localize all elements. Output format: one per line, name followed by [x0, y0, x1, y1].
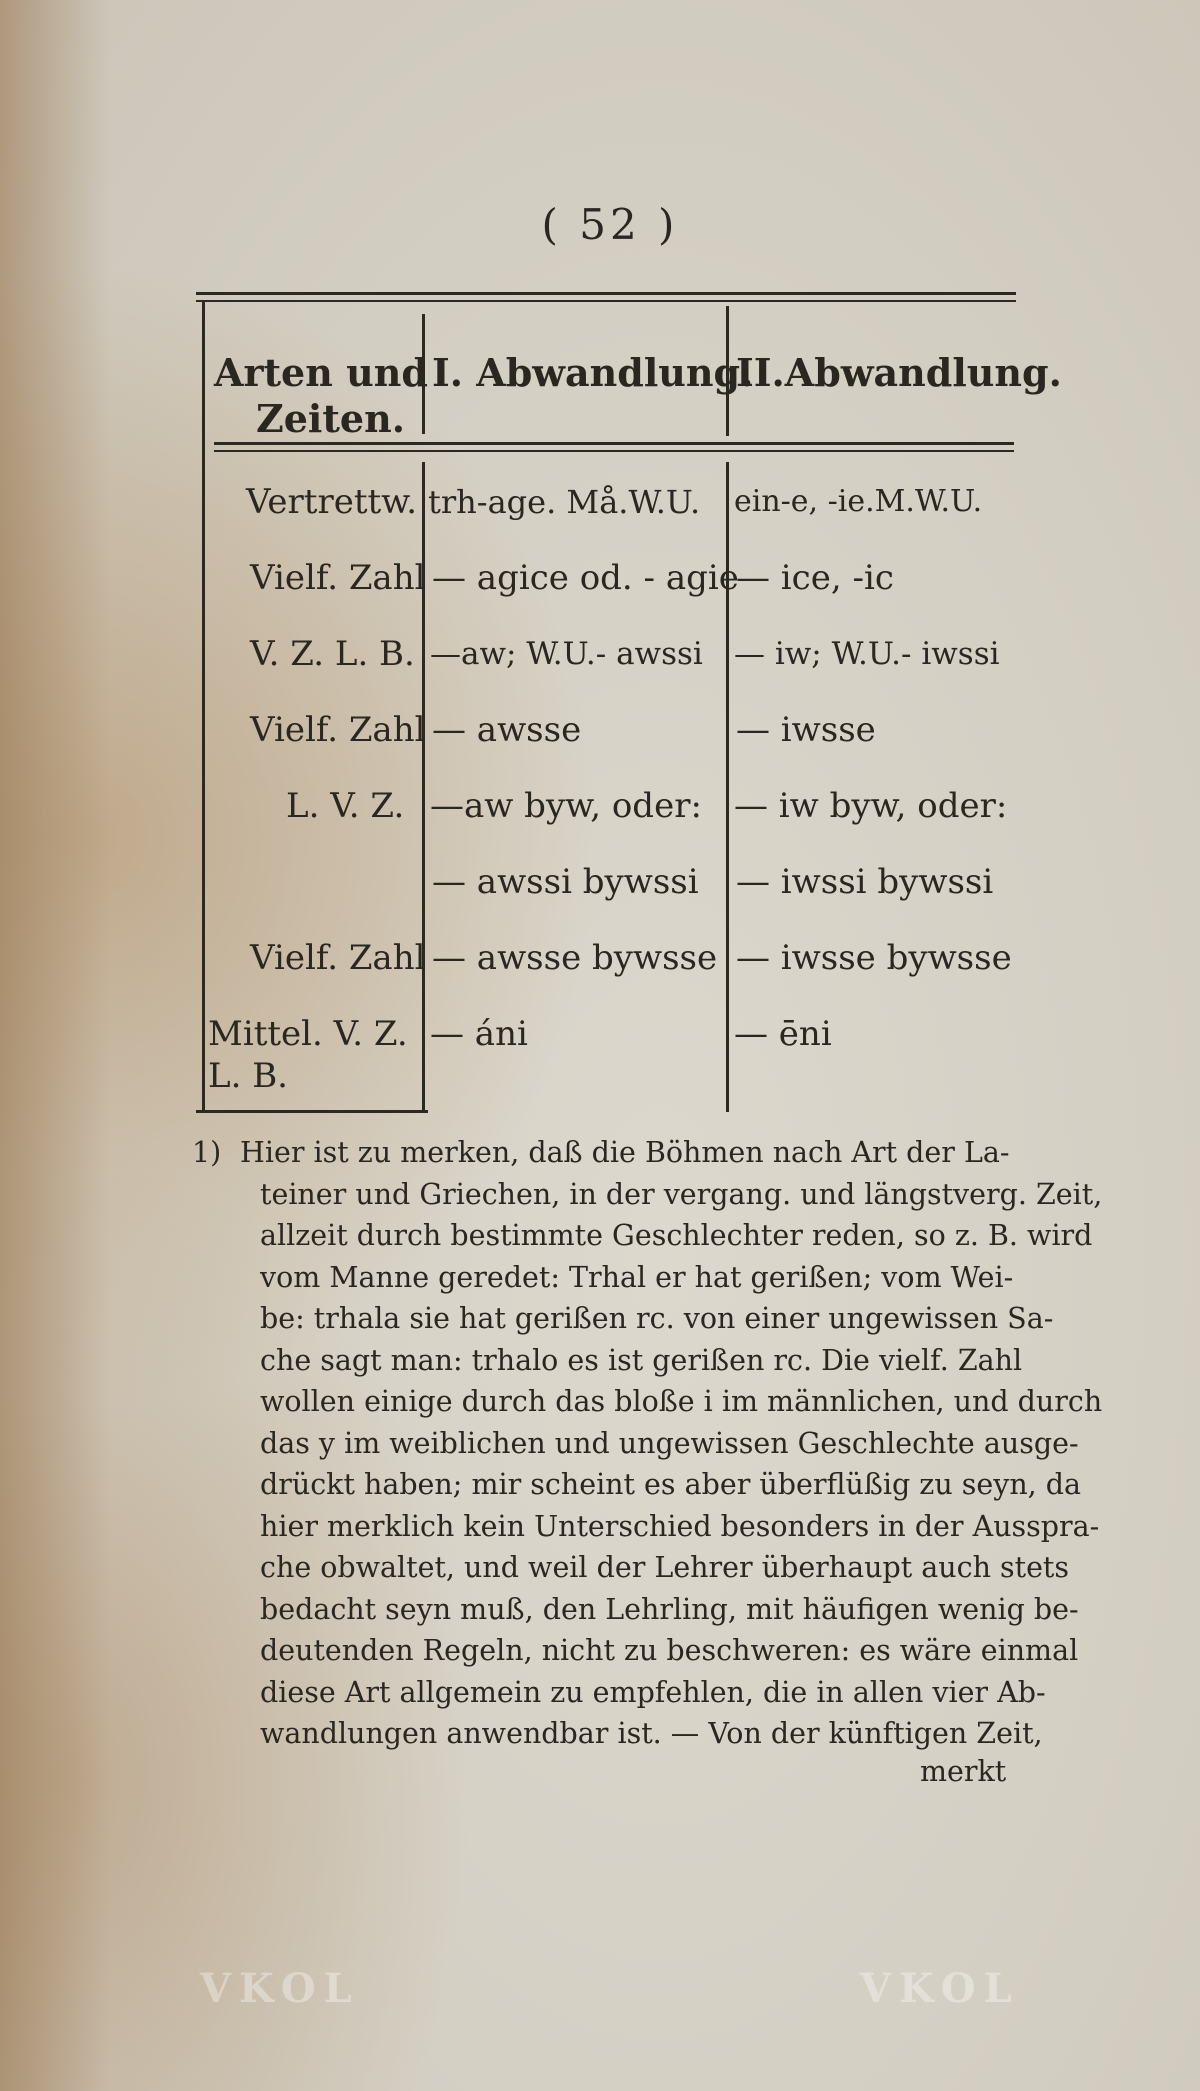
row-label: Mittel. V. Z.: [208, 1014, 408, 1054]
row-first: — awsse: [432, 710, 582, 750]
footnote-line: diese Art allgemein zu empfehlen, die in allen vier Ab-: [260, 1675, 1046, 1709]
footnote-line: das y im weiblichen und ungewissen Geschlechte ausge-: [260, 1426, 1079, 1460]
row-label: Vielf. Zahl: [250, 938, 426, 978]
row-second: — iw; W.U.- iwssi: [734, 636, 1000, 672]
footnote: [192, 1132, 1103, 1755]
row-second: — iwssi bywssi: [736, 862, 994, 902]
footnote-line: deutenden Regeln, nicht zu beschweren: es wäre einmal: [260, 1634, 1079, 1667]
row-label: Vielf. Zahl: [250, 710, 426, 750]
row-second: — iw byw, oder:: [734, 786, 1008, 826]
header-separator: [214, 442, 1014, 445]
table-top-rule-thin: [196, 300, 1016, 302]
footnote-line: wandlungen anwendbar ist. — Von der künftigen Zeit,: [260, 1717, 1043, 1750]
header-second-conjugation: II.Abwandlung.: [736, 350, 1062, 395]
footnote-line: hier merklich kein Unterschied besonders in der Ausspra-: [260, 1509, 1100, 1543]
row-label: V. Z. L. B.: [250, 634, 415, 674]
row-second: — ēni: [734, 1014, 832, 1054]
row-label: Vertrettw.: [246, 482, 418, 522]
watermark-right: VKOL: [860, 1965, 1020, 2012]
row-first: — áni: [430, 1014, 528, 1054]
footnote-line: vom Manne geredet: Trhal er hat gerißen; vom Wei-: [260, 1260, 1014, 1294]
row-first: — awsse bywsse: [432, 938, 718, 978]
header-arten: Arten und: [214, 350, 428, 395]
footnote-line: be: trhala sie hat gerißen rc. von einer ungewissen Sa-: [260, 1302, 1054, 1335]
table-bottom-rule: [196, 1110, 428, 1113]
row-label: L. V. Z.: [286, 786, 405, 826]
header-zeiten: Zeiten.: [256, 396, 405, 441]
header-first-conjugation: I. Abwandlung.: [432, 350, 754, 395]
footnote-line: bedacht seyn muß, den Lehrling, mit häufigen wenig be-: [260, 1592, 1079, 1626]
footnote-marker: 1): [192, 1136, 222, 1169]
table-top-rule: [196, 292, 1016, 295]
footnote-line: che obwaltet, und weil der Lehrer überhaupt auch stets: [260, 1551, 1070, 1584]
row-first: — awssi bywssi: [432, 862, 699, 902]
page-stain: [0, 0, 110, 2091]
header-separator-thin: [214, 450, 1014, 452]
row-second: — iwsse bywsse: [736, 938, 1012, 978]
page-number: ( 52 ): [541, 200, 679, 249]
row-second: — ice, -ic: [736, 558, 894, 598]
watermark-left: VKOL: [200, 1965, 360, 2012]
footnote-line: wollen einige durch das bloße i im männlichen, und durch: [260, 1385, 1103, 1418]
footnote-line: teiner und Griechen, in der vergang. und längstverg. Zeit,: [260, 1177, 1103, 1211]
footnote-line: allzeit durch bestimmte Geschlechter reden, so z. B. wird: [260, 1219, 1093, 1252]
footnote-line: che sagt man: trhalo es ist gerißen rc. Die vielf. Zahl: [260, 1343, 1023, 1377]
conjugation-table: [196, 292, 1062, 1112]
row-first: —aw byw, oder:: [430, 786, 702, 826]
row-label-continued: L. B.: [208, 1056, 288, 1096]
row-label: Vielf. Zahl: [250, 558, 426, 598]
row-second: ein-e, -ie.M.W.U.: [734, 484, 983, 519]
footnote-line: Hier ist zu merken, daß die Böhmen nach Art der La-: [240, 1136, 1010, 1169]
footnote-line: drückt haben; mir scheint es aber überflüßig zu seyn, da: [260, 1468, 1082, 1501]
row-first: trh-age. Må.W.U.: [428, 483, 701, 521]
row-first: —aw; W.U.- awssi: [430, 636, 703, 672]
row-first: — agice od. - agie: [432, 558, 739, 598]
catchword: merkt: [920, 1755, 1007, 1788]
table-left-border: [202, 302, 205, 1112]
row-second: — iwsse: [736, 710, 876, 750]
